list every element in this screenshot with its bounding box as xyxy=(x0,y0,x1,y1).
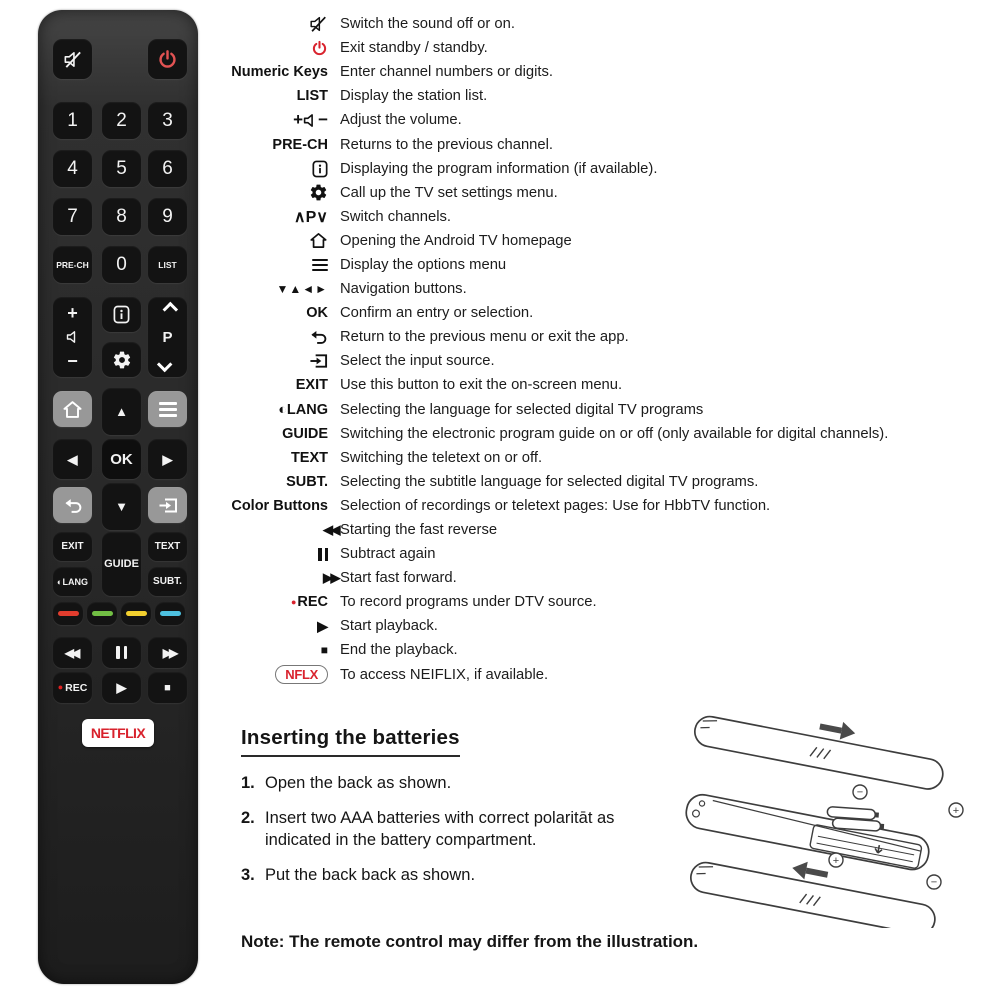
desc-text: Switch channels. xyxy=(340,208,452,225)
ok-button[interactable]: OK xyxy=(102,439,141,479)
return-icon xyxy=(228,329,340,345)
desc-row-ok xyxy=(228,301,998,325)
desc-row-power xyxy=(228,36,998,60)
desc-text: Subtract again xyxy=(340,546,436,563)
blue-dash-icon xyxy=(160,611,181,617)
battery-step-1: 1. Open the back as shown. xyxy=(241,774,452,792)
digit-1-button[interactable]: 1 xyxy=(53,102,92,139)
desc-text: Adjust the volume. xyxy=(340,112,462,129)
home-icon xyxy=(62,400,83,419)
rewind-icon: ◀◀ xyxy=(323,522,338,538)
battery-section xyxy=(241,726,691,900)
netflix-button[interactable]: NETFLIX xyxy=(82,719,154,747)
power-icon xyxy=(228,40,340,57)
info-icon xyxy=(113,305,130,324)
volume-rocker[interactable] xyxy=(53,297,92,377)
left-arrow-icon: ◀ xyxy=(67,451,78,467)
yellow-color-button[interactable] xyxy=(121,602,151,625)
desc-row-rewind xyxy=(228,518,998,542)
red-color-button[interactable] xyxy=(53,602,83,625)
input-icon xyxy=(228,353,340,369)
desc-text: Switching the electronic program guide on or off (only available for digital channels). xyxy=(340,425,889,442)
navigation-arrows-icon: ▼▲◄► xyxy=(276,282,328,297)
battery-step-3: 3. Put the back back as shown. xyxy=(241,865,476,884)
desc-row-forward xyxy=(228,566,998,590)
red-dash-icon xyxy=(58,611,79,617)
digit-9-button[interactable]: 9 xyxy=(148,198,187,235)
pause-icon xyxy=(116,646,127,659)
desc-text: Starting the fast reverse xyxy=(340,522,498,539)
digit-6-button[interactable]: 6 xyxy=(148,150,187,187)
mute-icon xyxy=(62,49,83,70)
nav-up-button[interactable] xyxy=(102,388,141,435)
desc-row-nav xyxy=(228,277,998,301)
desc-text: Switching the teletext on or off. xyxy=(340,449,543,466)
exit-button[interactable]: EXIT xyxy=(53,532,92,561)
volume-down-label: − xyxy=(67,351,78,371)
yellow-dash-icon xyxy=(126,611,147,617)
info-icon xyxy=(228,160,340,178)
right-arrow-icon: ▶ xyxy=(162,451,173,467)
desc-label: Color Buttons xyxy=(231,497,328,514)
options-menu-button[interactable] xyxy=(148,391,187,427)
nflx-badge: NFLX xyxy=(228,665,340,684)
desc-text: Exit standby / standby. xyxy=(340,40,488,57)
digit-4-button[interactable]: 4 xyxy=(53,150,92,187)
power-button[interactable] xyxy=(148,39,187,79)
desc-row-list xyxy=(228,84,998,108)
desc-text: Opening the Android TV homepage xyxy=(340,232,572,249)
input-source-button[interactable] xyxy=(148,487,187,523)
info-button[interactable] xyxy=(102,297,141,332)
speaker-icon xyxy=(303,113,318,128)
desc-row-home xyxy=(228,229,998,253)
desc-row-netflix xyxy=(228,663,998,687)
pause-icon xyxy=(228,548,340,561)
desc-text: Select the input source. xyxy=(340,353,495,370)
desc-row-lang xyxy=(228,398,998,422)
desc-row-settings xyxy=(228,181,998,205)
digit-7-button[interactable]: 7 xyxy=(53,198,92,235)
volume-up-label: + xyxy=(67,303,78,323)
desc-text: Display the station list. xyxy=(340,88,488,105)
green-color-button[interactable] xyxy=(87,602,117,625)
desc-text: Switch the sound off or on. xyxy=(340,16,515,33)
desc-row-text xyxy=(228,446,998,470)
desc-row-mute xyxy=(228,12,998,36)
desc-text: Returns to the previous channel. xyxy=(340,136,554,153)
digit-2-button[interactable]: 2 xyxy=(102,102,141,139)
desc-text: Use this button to exit the on-screen menu. xyxy=(340,377,623,394)
desc-text: Enter channel numbers or digits. xyxy=(340,64,554,81)
desc-text: Start playback. xyxy=(340,618,438,635)
menu-icon xyxy=(159,402,177,417)
mute-button[interactable] xyxy=(53,39,92,79)
list-button[interactable]: LIST xyxy=(148,246,187,283)
text-button[interactable]: TEXT xyxy=(148,532,187,561)
desc-row-input xyxy=(228,349,998,373)
home-icon xyxy=(228,232,340,249)
svg-text:−: − xyxy=(856,786,864,799)
nav-down-button[interactable] xyxy=(102,483,141,530)
desc-row-color-buttons xyxy=(228,494,998,518)
stop-button[interactable]: ■ xyxy=(148,672,187,703)
desc-row-volume xyxy=(228,108,998,132)
channel-rocker-label: P xyxy=(162,328,173,346)
digit-0-button[interactable]: 0 xyxy=(102,246,141,283)
desc-label: GUIDE xyxy=(282,425,328,442)
input-icon xyxy=(158,497,178,514)
channel-down-icon xyxy=(157,357,173,373)
desc-text: Selecting the language for selected digital TV programs xyxy=(340,401,704,418)
pause-button[interactable] xyxy=(102,637,141,668)
nav-left-button[interactable] xyxy=(53,439,92,479)
menu-icon xyxy=(228,259,340,272)
button-descriptions xyxy=(228,12,998,687)
desc-row-stop xyxy=(228,638,998,662)
down-arrow-icon: ▼ xyxy=(115,499,128,514)
desc-label: OK xyxy=(306,305,328,322)
return-icon xyxy=(63,497,83,514)
desc-text: End the playback. xyxy=(340,642,458,659)
volume-keys-icon: + − xyxy=(293,110,328,130)
desc-text: Selection of recordings or teletext pages: Use for HbbTV function. xyxy=(340,497,771,514)
battery-illustration xyxy=(682,696,994,928)
channel-up-icon xyxy=(163,302,179,318)
digit-5-button[interactable]: 5 xyxy=(102,150,141,187)
green-dash-icon xyxy=(92,611,113,617)
play-icon: ▶ xyxy=(317,617,328,634)
desc-row-return xyxy=(228,325,998,349)
rewind-button[interactable]: ◀◀ xyxy=(53,637,92,668)
home-button[interactable] xyxy=(53,391,92,427)
desc-text: Selecting the subtitle language for selected digital TV programs. xyxy=(340,473,759,490)
battery-heading: Inserting the batteries xyxy=(241,726,460,757)
desc-label: ∧P∨ xyxy=(293,208,328,226)
desc-text: Start fast forward. xyxy=(340,570,457,587)
record-dot-icon: ● xyxy=(290,597,297,608)
svg-text:−: − xyxy=(930,876,938,889)
pre-ch-button[interactable]: PRE-CH xyxy=(53,246,92,283)
digit-8-button[interactable]: 8 xyxy=(102,198,141,235)
desc-row-rec xyxy=(228,590,998,614)
desc-row-info xyxy=(228,157,998,181)
desc-label: SUBT. xyxy=(286,473,328,490)
svg-text:+: + xyxy=(952,805,960,817)
stop-icon: ■ xyxy=(320,643,328,658)
subtitle-button[interactable]: SUBT. xyxy=(148,567,187,596)
return-button[interactable] xyxy=(53,487,92,523)
desc-label: PRE-CH xyxy=(272,136,328,153)
nav-right-button[interactable] xyxy=(148,439,187,479)
remote-control xyxy=(38,10,198,984)
desc-row-numeric xyxy=(228,60,998,84)
lang-button[interactable]: ◐LANG xyxy=(53,567,92,596)
settings-button[interactable] xyxy=(102,342,141,377)
desc-text: To access NEIFLIX, if available. xyxy=(340,666,549,683)
mute-icon xyxy=(228,14,340,34)
battery-step-2: 2. Insert two AAA batteries with correct polaritāt as indicated in the battery compartment. xyxy=(241,808,615,849)
record-button[interactable] xyxy=(53,672,92,703)
desc-row-play xyxy=(228,614,998,638)
desc-row-options xyxy=(228,253,998,277)
speaker-icon xyxy=(66,330,80,344)
desc-label: EXIT xyxy=(295,377,328,394)
desc-label: LIST xyxy=(296,88,328,105)
desc-label: TEXT xyxy=(290,449,328,466)
power-icon xyxy=(157,49,178,70)
up-arrow-icon: ▲ xyxy=(115,404,128,419)
desc-text: Return to the previous menu or exit the app. xyxy=(340,329,629,346)
desc-text: To record programs under DTV source. xyxy=(340,594,597,611)
blue-color-button[interactable] xyxy=(155,602,185,625)
desc-text: Navigation buttons. xyxy=(340,281,467,298)
record-label: REC xyxy=(65,681,88,694)
channel-rocker[interactable] xyxy=(148,297,187,377)
desc-label: Numeric Keys xyxy=(231,64,328,81)
record-label: ● REC xyxy=(290,594,328,611)
desc-text: Call up the TV set settings menu. xyxy=(340,184,558,201)
desc-row-pause xyxy=(228,542,998,566)
desc-row-subt xyxy=(228,470,998,494)
svg-text:+: + xyxy=(832,855,840,867)
desc-row-prech xyxy=(228,132,998,156)
gear-icon xyxy=(112,350,132,370)
digit-3-button[interactable]: 3 xyxy=(148,102,187,139)
desc-row-guide xyxy=(228,422,998,446)
fast-forward-button[interactable]: ▶▶ xyxy=(148,637,187,668)
desc-row-exit xyxy=(228,373,998,397)
desc-row-channel xyxy=(228,205,998,229)
play-button[interactable]: ▶ xyxy=(102,672,141,703)
fast-forward-icon: ▶▶ xyxy=(323,570,338,586)
record-dot-icon: ● xyxy=(57,682,64,692)
guide-button[interactable]: GUIDE xyxy=(102,532,141,596)
note-text: Note: The remote control may differ from the illustration. xyxy=(241,932,699,951)
desc-text: Display the options menu xyxy=(340,256,507,273)
desc-label: ◐LANG xyxy=(278,401,328,418)
desc-text: Confirm an entry or selection. xyxy=(340,305,534,322)
gear-icon xyxy=(228,183,340,202)
desc-text: Displaying the program information (if available). xyxy=(340,160,658,177)
